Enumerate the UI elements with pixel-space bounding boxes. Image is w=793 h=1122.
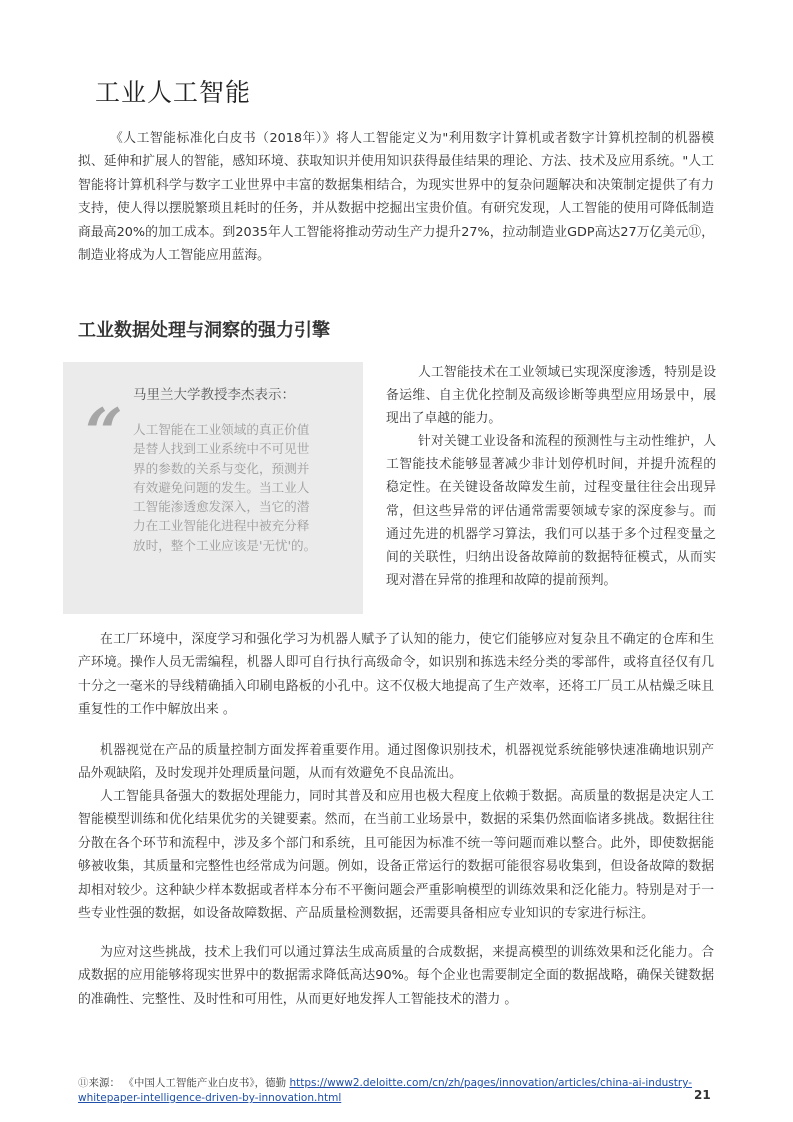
page-heading: 工业人工智能 <box>95 78 252 107</box>
footnote <box>78 1076 698 1106</box>
quote-text: 人工智能在工业领域的真正价值是替人找到工业系统中不可见世界的参数的关系与变化，预测并有效避免问题的发生。当工业人工智能渗透愈发深入，当它的潜力在工业智能化进程中被充分释放时，整个工业应该是'无忧'的。 <box>133 422 317 553</box>
right-paragraph-1: 人工智能技术在工业领域已实现深度渗透，特别是设备运维、自主优化控制及高级诊断等典型应用场景中，展现出了卓越的能力。 <box>386 365 716 427</box>
body-paragraph-challenges: 为应对这些挑战，技术上我们可以通过算法生成高质量的合成数据，来提高模型的训练效果和泛化能力。合成数据的应用能够将现实世界中的数据需求降低高达90%。每个企业也需要制定全面的数据战略，确保关键数据的准确性、完整性、及时性和可用性，从而更好地发挥人工智能技术的潜力 。 <box>78 945 714 1007</box>
page-number: 21 <box>694 1088 711 1102</box>
footnote-link[interactable]: https://www2.deloitte.com/cn/zh/pages/innovation/articles/china-ai-industry-whitepaper-intelligence-driven-by-innovation.html <box>78 1077 693 1104</box>
quote-attribution: 马里兰大学教授李杰表示： <box>133 387 295 403</box>
body-paragraph-data: 人工智能具备强大的数据处理能力，同时其普及和应用也极大程度上依赖于数据。高质量的数据是决定人工智能模型训练和优化结果优劣的关键要素。然而，在当前工业场景中，数据的采集仍然面临诸多挑战。数据往往分散在各个环节和流程中，涉及多个部门和系统，且可能因为标准不统一等问题而难以整合。此外，即使数据能够被收集，其质量和完整性也经常成为问题。例如，设备正常运行的数据可能很容易收集到，但设备故障的数据却相对较少。这种缺少样本数据或者样本分布不平衡问题会严重影响模型的训练效果和泛化能力。特别是对于一些专业性强的数据，如设备故障数据、产品质量检测数据，还需要具备相应专业知识的专家进行标注。 <box>78 789 714 922</box>
section-title: 工业数据处理与洞察的强力引擎 <box>78 320 330 341</box>
footnote-source-label: 来源： <box>88 1077 120 1089</box>
quote-mark-icon: “ <box>85 394 123 472</box>
footnote-source-title: 《中国人工智能产业白皮书》，德勤 <box>123 1077 287 1089</box>
body-paragraph-vision: 机器视觉在产品的质量控制方面发挥着重要作用。通过图像识别技术，机器视觉系统能够快速准确地识别产品外观缺陷，及时发现并处理质量问题，从而有效避免不良品流出。 <box>78 743 714 782</box>
body-paragraph-robots: 在工厂环境中，深度学习和强化学习为机器人赋予了认知的能力，使它们能够应对复杂且不确定的仓库和生产环境。操作人员无需编程，机器人即可自行执行高级命令，如识别和拣选未经分类的零部件，或将直径仅有几十分之一毫米的导线精确插入印刷电路板的小孔中。这不仅极大地提高了生产效率，还将工厂员工从枯燥乏味且重复性的工作中解放出来 。 <box>78 632 714 718</box>
footnote-number: ⑪ <box>78 1077 89 1089</box>
right-paragraph-2: 针对关键工业设备和流程的预测性与主动性维护，人工智能技术能够显著减少非计划停机时间，并提升流程的稳定性。在关键设备故障发生前，过程变量往往会出现异常，但这些异常的评估通常需要领域专家的深度参与。而通过先进的机器学习算法，我们可以基于多个过程变量之间的关联性，归纳出设备故障前的数据特征模式，从而实现对潜在异常的推理和故障的提前预判。 <box>386 434 716 589</box>
intro-paragraph: 《人工智能标准化白皮书（2018年）》将人工智能定义为"利用数字计算机或者数字计算机控制的机器模拟、延伸和扩展人的智能，感知环境、获取知识并使用知识获得最佳结果的理论、方法、技术及应用系统。"人工智能将计算机科学与数字工业世界中丰富的数据集相结合，为现实世界中的复杂问题解决和决策制定提供了有力支持，使人得以摆脱繁琐且耗时的任务，并从数据中挖掘出宝贵价值。有研究发现，人工智能的使用可降低制造商最高20%的加工成本。到2035年人工智能将推动劳动生产力提升27%，拉动制造业GDP高达27万亿美元⑪，制造业将成为人工智能应用蓝海。 <box>78 131 714 264</box>
